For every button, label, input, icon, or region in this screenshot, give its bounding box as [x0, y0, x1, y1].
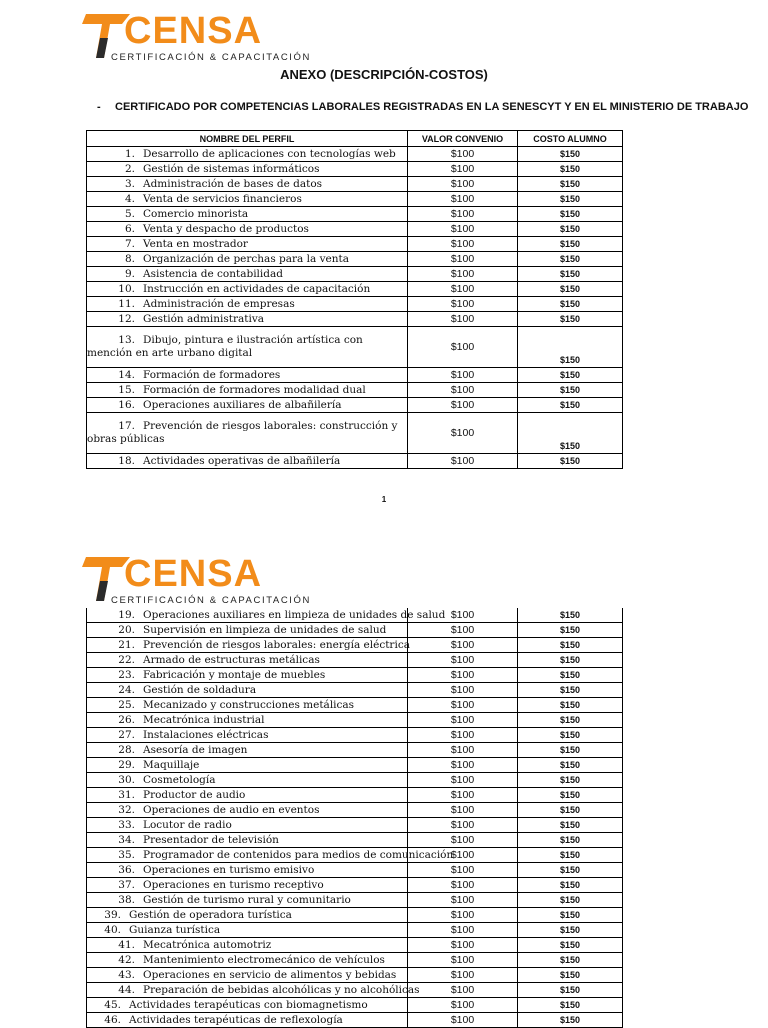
censa-logo-page2 — [82, 553, 311, 609]
agreement-value-cell: $100 — [408, 252, 518, 267]
profile-name-cell — [87, 863, 408, 878]
logo-tagline: CERTIFICACIÓN & CAPACITACIÓN — [111, 52, 311, 63]
profile-name-cell — [87, 267, 408, 282]
row-number: 36. — [118, 863, 135, 876]
logo-brand: CENSA — [124, 553, 263, 595]
profile-name: Operaciones auxiliares de albañilería — [143, 398, 342, 411]
profile-name: Prevención de riesgos laborales: construcción y obras públicas — [87, 420, 398, 445]
table-row — [87, 162, 623, 177]
student-cost-cell: $150 — [518, 368, 623, 383]
row-number: 15. — [118, 383, 135, 396]
profile-name-cell — [87, 192, 408, 207]
profile-name: Gestión administrativa — [143, 312, 265, 325]
table-row — [87, 923, 623, 938]
profile-name-cell — [87, 893, 408, 908]
student-cost-cell: $150 — [518, 267, 623, 282]
table-row — [87, 608, 623, 623]
profile-name: Supervisión en limpieza de unidades de salud — [143, 623, 387, 636]
row-number: 38. — [118, 893, 135, 906]
row-number: 17. — [118, 420, 135, 432]
student-cost-cell: $150 — [518, 413, 623, 454]
agreement-value-cell: $100 — [408, 653, 518, 668]
row-number: 5. — [124, 207, 135, 220]
profile-name: Actividades operativas de albañilería — [143, 454, 341, 467]
profile-name: Mecatrónica automotriz — [143, 938, 272, 951]
profile-name: Administración de empresas — [143, 297, 295, 310]
table-row — [87, 758, 623, 773]
agreement-value-cell: $100 — [408, 147, 518, 162]
costs-table-body-page2 — [87, 608, 623, 1028]
student-cost-cell: $150 — [518, 192, 623, 207]
row-number: 21. — [118, 638, 135, 651]
student-cost-cell: $150 — [518, 177, 623, 192]
table-row — [87, 953, 623, 968]
agreement-value-cell: $100 — [408, 773, 518, 788]
profile-name: Locutor de radio — [143, 818, 232, 831]
row-number: 30. — [118, 773, 135, 786]
profile-name-cell — [87, 683, 408, 698]
profile-name-cell — [87, 623, 408, 638]
profile-name-cell — [87, 454, 408, 469]
row-number: 11. — [118, 297, 135, 310]
profile-name-cell — [87, 177, 408, 192]
row-number: 1. — [124, 147, 135, 160]
censa-logo — [82, 10, 311, 66]
student-cost-cell: $150 — [518, 623, 623, 638]
profile-name-cell — [87, 147, 408, 162]
agreement-value-cell: $100 — [408, 1013, 518, 1028]
table-row — [87, 998, 623, 1013]
profile-name-cell — [87, 938, 408, 953]
table-row — [87, 968, 623, 983]
profile-name-cell — [87, 608, 446, 623]
table-row — [87, 698, 623, 713]
annex-title: ANEXO (DESCRIPCIÓN-COSTOS) — [280, 67, 488, 82]
profile-name: Maquillaje — [143, 758, 200, 771]
row-number: 31. — [118, 788, 135, 801]
student-cost-cell: $150 — [518, 788, 623, 803]
logo-brand: CENSA — [124, 10, 263, 52]
row-number: 26. — [118, 713, 135, 726]
agreement-value-cell: $100 — [408, 848, 518, 863]
profile-name: Instalaciones eléctricas — [143, 728, 269, 741]
row-number: 18. — [118, 454, 135, 467]
profile-name-cell — [87, 312, 408, 327]
agreement-value-cell: $100 — [408, 638, 518, 653]
agreement-value-cell: $100 — [408, 267, 518, 282]
profile-name: Desarrollo de aplicaciones con tecnologías web — [143, 147, 396, 160]
agreement-value-cell: $100 — [408, 608, 518, 623]
table-row — [87, 312, 623, 327]
profile-name: Administración de bases de datos — [143, 177, 323, 190]
row-number: 19. — [118, 608, 135, 621]
agreement-value-cell: $100 — [408, 398, 518, 413]
student-cost-cell: $150 — [518, 953, 623, 968]
student-cost-cell: $150 — [518, 983, 623, 998]
student-cost-cell: $150 — [518, 383, 623, 398]
profile-name: Cosmetología — [143, 773, 216, 786]
profile-name: Prevención de riesgos laborales: energía eléctrica — [143, 638, 410, 651]
bullet-dash: - — [97, 101, 101, 113]
student-cost-cell: $150 — [518, 222, 623, 237]
table-row — [87, 893, 623, 908]
profile-name-cell — [87, 222, 408, 237]
agreement-value-cell: $100 — [408, 998, 518, 1013]
profile-name-cell — [87, 368, 408, 383]
student-cost-cell: $150 — [518, 863, 623, 878]
table-row — [87, 728, 623, 743]
table-row — [87, 803, 623, 818]
row-number: 16. — [118, 398, 135, 411]
student-cost-cell: $150 — [518, 938, 623, 953]
table-row — [87, 207, 623, 222]
profile-name-cell — [87, 713, 408, 728]
table-row — [87, 252, 623, 267]
header-student-cost: COSTO ALUMNO — [518, 131, 623, 147]
student-cost-cell: $150 — [518, 728, 623, 743]
row-number: 25. — [118, 698, 135, 711]
profile-name: Programador de contenidos para medios de comunicación — [143, 848, 454, 861]
profile-name: Comercio minorista — [143, 207, 249, 220]
profile-name: Instrucción en actividades de capacitación — [143, 282, 371, 295]
profile-name-cell — [87, 908, 408, 923]
agreement-value-cell: $100 — [408, 413, 518, 454]
student-cost-cell: $150 — [518, 968, 623, 983]
agreement-value-cell: $100 — [408, 983, 518, 998]
profile-name: Venta y despacho de productos — [143, 222, 309, 235]
profile-name-cell — [87, 968, 408, 983]
table-row — [87, 983, 623, 998]
table-row — [87, 638, 623, 653]
profile-name-cell — [87, 327, 408, 368]
profile-name: Guianza turística — [129, 923, 221, 936]
student-cost-cell: $150 — [518, 312, 623, 327]
table-row — [87, 773, 623, 788]
student-cost-cell: $150 — [518, 237, 623, 252]
profile-name: Gestión de operadora turística — [129, 908, 292, 921]
agreement-value-cell: $100 — [408, 668, 518, 683]
row-number: 22. — [118, 653, 135, 666]
profile-name-cell — [87, 698, 408, 713]
agreement-value-cell: $100 — [408, 953, 518, 968]
student-cost-cell: $150 — [518, 848, 623, 863]
agreement-value-cell: $100 — [408, 863, 518, 878]
agreement-value-cell: $100 — [408, 623, 518, 638]
profile-name: Actividades terapéuticas con biomagnetismo — [129, 998, 368, 1011]
row-number: 33. — [118, 818, 135, 831]
profile-name-cell — [87, 728, 408, 743]
student-cost-cell: $150 — [518, 698, 623, 713]
profile-name: Preparación de bebidas alcohólicas y no alcohólicas — [143, 983, 420, 996]
agreement-value-cell: $100 — [408, 683, 518, 698]
agreement-value-cell: $100 — [408, 923, 518, 938]
row-number: 29. — [118, 758, 135, 771]
profile-name-cell — [87, 162, 408, 177]
profile-name: Operaciones en servicio de alimentos y bebidas — [143, 968, 397, 981]
profile-name-cell — [87, 653, 408, 668]
table-row — [87, 297, 623, 312]
profile-name-cell — [87, 818, 408, 833]
table-row — [87, 668, 623, 683]
profile-name-cell — [87, 788, 408, 803]
student-cost-cell: $150 — [518, 638, 623, 653]
table-row — [87, 833, 623, 848]
agreement-value-cell: $100 — [408, 327, 518, 368]
profile-name: Formación de formadores modalidad dual — [143, 383, 366, 396]
profile-name: Fabricación y montaje de muebles — [143, 668, 326, 681]
profile-name: Formación de formadores — [143, 368, 281, 381]
row-number: 40. — [104, 923, 121, 936]
table-row — [87, 222, 623, 237]
table-row — [87, 623, 623, 638]
profile-name-cell — [87, 1013, 408, 1028]
profile-name: Venta de servicios financieros — [143, 192, 302, 205]
profile-name-cell — [87, 252, 408, 267]
student-cost-cell: $150 — [518, 833, 623, 848]
agreement-value-cell: $100 — [408, 758, 518, 773]
row-number: 45. — [104, 998, 121, 1011]
profile-name: Gestión de soldadura — [143, 683, 257, 696]
student-cost-cell: $150 — [518, 773, 623, 788]
agreement-value-cell: $100 — [408, 383, 518, 398]
student-cost-cell: $150 — [518, 743, 623, 758]
profile-name-cell — [87, 833, 408, 848]
student-cost-cell: $150 — [518, 713, 623, 728]
row-number: 34. — [118, 833, 135, 846]
table-row — [87, 683, 623, 698]
student-cost-cell: $150 — [518, 683, 623, 698]
profile-name-cell — [87, 237, 408, 252]
agreement-value-cell: $100 — [408, 454, 518, 469]
table-row — [87, 818, 623, 833]
table-row — [87, 454, 623, 469]
agreement-value-cell: $100 — [408, 368, 518, 383]
agreement-value-cell: $100 — [408, 177, 518, 192]
table-row — [87, 282, 623, 297]
profile-name: Mantenimiento electromecánico de vehículos — [143, 953, 385, 966]
table-row — [87, 368, 623, 383]
student-cost-cell: $150 — [518, 147, 623, 162]
agreement-value-cell: $100 — [408, 878, 518, 893]
profile-name: Operaciones en turismo receptivo — [143, 878, 324, 891]
header-profile-name: NOMBRE DEL PERFIL — [87, 131, 408, 147]
row-number: 43. — [118, 968, 135, 981]
row-number: 14. — [118, 368, 135, 381]
table-row — [87, 908, 623, 923]
profile-name-cell — [87, 638, 408, 653]
profile-name: Operaciones auxiliares en limpieza de unidades de salud — [143, 608, 446, 621]
table-row — [87, 147, 623, 162]
student-cost-cell: $150 — [518, 454, 623, 469]
agreement-value-cell: $100 — [408, 893, 518, 908]
student-cost-cell: $150 — [518, 653, 623, 668]
costs-table-body-page1 — [87, 147, 623, 469]
table-row — [87, 788, 623, 803]
profile-name: Mecanizado y construcciones metálicas — [143, 698, 355, 711]
row-number: 8. — [124, 252, 135, 265]
header-agreement-value: VALOR CONVENIO — [408, 131, 518, 147]
agreement-value-cell: $100 — [408, 222, 518, 237]
student-cost-cell: $150 — [518, 758, 623, 773]
profile-name-cell — [87, 743, 408, 758]
student-cost-cell: $150 — [518, 398, 623, 413]
agreement-value-cell: $100 — [408, 698, 518, 713]
profile-name-cell — [87, 878, 408, 893]
student-cost-cell: $150 — [518, 252, 623, 267]
student-cost-cell: $150 — [518, 803, 623, 818]
agreement-value-cell: $100 — [408, 968, 518, 983]
row-number: 42. — [118, 953, 135, 966]
table-row — [87, 743, 623, 758]
profile-name: Dibujo, pintura e ilustración artística con mención en arte urbano digital — [87, 334, 363, 359]
row-number: 13. — [118, 334, 135, 346]
logo-tagline: CERTIFICACIÓN & CAPACITACIÓN — [111, 595, 311, 606]
profile-name: Armado de estructuras metálicas — [143, 653, 320, 666]
profile-name-cell — [87, 848, 454, 863]
table-row — [87, 237, 623, 252]
row-number: 32. — [118, 803, 135, 816]
agreement-value-cell: $100 — [408, 282, 518, 297]
profile-name: Venta en mostrador — [143, 237, 248, 250]
row-number: 35. — [118, 848, 135, 861]
certificate-heading-text: CERTIFICADO POR COMPETENCIAS LABORALES REGISTRADAS EN LA SENESCYT Y EN EL MINISTERIO DE TRABAJO — [115, 101, 749, 113]
row-number: 20. — [118, 623, 135, 636]
profile-name: Presentador de televisión — [143, 833, 279, 846]
student-cost-cell: $150 — [518, 297, 623, 312]
profile-name-cell — [87, 413, 408, 454]
table-row — [87, 1013, 623, 1028]
table-row — [87, 713, 623, 728]
profile-name: Gestión de turismo rural y comunitario — [143, 893, 351, 906]
student-cost-cell: $150 — [518, 998, 623, 1013]
profile-name: Asistencia de contabilidad — [143, 267, 283, 280]
profile-name: Mecatrónica industrial — [143, 713, 265, 726]
row-number: 28. — [118, 743, 135, 756]
profile-name-cell — [87, 668, 408, 683]
costs-table-page1 — [86, 130, 623, 469]
profile-name: Asesoría de imagen — [143, 743, 248, 756]
profile-name: Productor de audio — [143, 788, 246, 801]
profile-name: Operaciones de audio en eventos — [143, 803, 320, 816]
row-number: 37. — [118, 878, 135, 891]
student-cost-cell: $150 — [518, 878, 623, 893]
table-row — [87, 192, 623, 207]
row-number: 6. — [124, 222, 135, 235]
agreement-value-cell: $100 — [408, 237, 518, 252]
row-number: 23. — [118, 668, 135, 681]
student-cost-cell: $150 — [518, 282, 623, 297]
profile-name-cell — [87, 983, 420, 998]
row-number: 7. — [124, 237, 135, 250]
agreement-value-cell: $100 — [408, 938, 518, 953]
student-cost-cell: $150 — [518, 162, 623, 177]
row-number: 9. — [124, 267, 135, 280]
profile-name-cell — [87, 398, 408, 413]
profile-name-cell — [87, 803, 408, 818]
row-number: 2. — [124, 162, 135, 175]
student-cost-cell: $150 — [518, 908, 623, 923]
agreement-value-cell: $100 — [408, 312, 518, 327]
row-number: 24. — [118, 683, 135, 696]
profile-name-cell — [87, 297, 408, 312]
agreement-value-cell: $100 — [408, 743, 518, 758]
table-row — [87, 878, 623, 893]
profile-name: Organización de perchas para la venta — [143, 252, 349, 265]
row-number: 10. — [118, 282, 135, 295]
table-row — [87, 413, 623, 454]
student-cost-cell: $150 — [518, 818, 623, 833]
page-number: 1 — [381, 495, 387, 504]
agreement-value-cell: $100 — [408, 162, 518, 177]
table-row — [87, 863, 623, 878]
profile-name-cell — [87, 282, 408, 297]
profile-name: Actividades terapéuticas de reflexología — [129, 1013, 343, 1026]
profile-name-cell — [87, 207, 408, 222]
agreement-value-cell: $100 — [408, 908, 518, 923]
row-number: 12. — [118, 312, 135, 325]
table-row — [87, 383, 623, 398]
table-row — [87, 653, 623, 668]
agreement-value-cell: $100 — [408, 297, 518, 312]
table-row — [87, 848, 623, 863]
profile-name-cell — [87, 773, 408, 788]
profile-name-cell — [87, 998, 408, 1013]
agreement-value-cell: $100 — [408, 728, 518, 743]
certificate-heading — [97, 101, 748, 113]
row-number: 41. — [118, 938, 135, 951]
agreement-value-cell: $100 — [408, 207, 518, 222]
profile-name-cell — [87, 758, 408, 773]
agreement-value-cell: $100 — [408, 818, 518, 833]
costs-table-page2 — [86, 608, 623, 1028]
profile-name: Operaciones en turismo emisivo — [143, 863, 315, 876]
profile-name-cell — [87, 953, 408, 968]
agreement-value-cell: $100 — [408, 803, 518, 818]
profile-name-cell — [87, 923, 408, 938]
table-row — [87, 267, 623, 282]
row-number: 46. — [104, 1013, 121, 1026]
student-cost-cell: $150 — [518, 1013, 623, 1028]
student-cost-cell: $150 — [518, 668, 623, 683]
student-cost-cell: $150 — [518, 207, 623, 222]
profile-name-cell — [87, 383, 408, 398]
agreement-value-cell: $100 — [408, 192, 518, 207]
student-cost-cell: $150 — [518, 923, 623, 938]
agreement-value-cell: $100 — [408, 788, 518, 803]
table-row — [87, 327, 623, 368]
table-row — [87, 398, 623, 413]
table-row — [87, 938, 623, 953]
student-cost-cell: $150 — [518, 327, 623, 368]
student-cost-cell: $150 — [518, 608, 623, 623]
row-number: 3. — [124, 177, 135, 190]
row-number: 44. — [118, 983, 135, 996]
row-number: 39. — [104, 908, 121, 921]
student-cost-cell: $150 — [518, 893, 623, 908]
agreement-value-cell: $100 — [408, 833, 518, 848]
row-number: 4. — [124, 192, 135, 205]
table-row — [87, 177, 623, 192]
row-number: 27. — [118, 728, 135, 741]
profile-name: Gestión de sistemas informáticos — [143, 162, 320, 175]
agreement-value-cell: $100 — [408, 713, 518, 728]
